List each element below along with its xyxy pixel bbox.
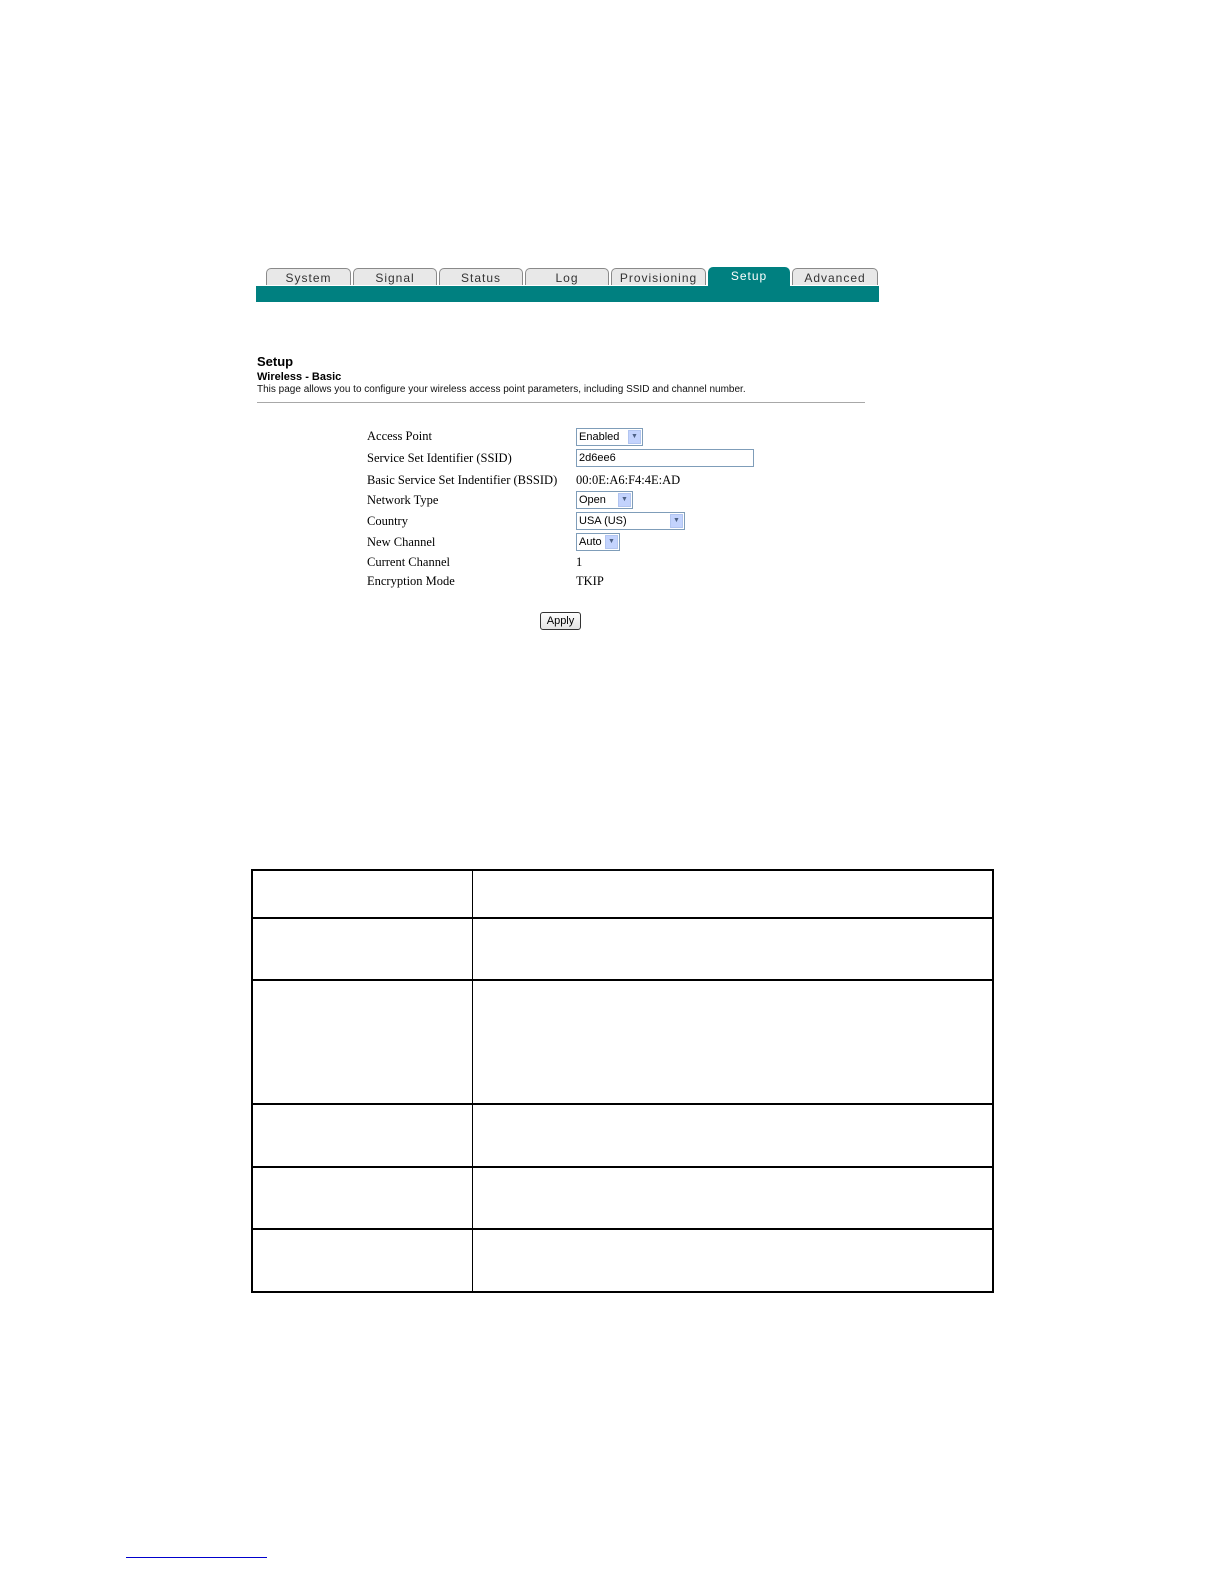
parameter-table [251, 869, 994, 1293]
tab-status[interactable]: Status [439, 268, 523, 285]
tab-advanced[interactable]: Advanced [792, 268, 878, 285]
current-channel-value: 1 [576, 555, 583, 569]
new-channel-value: Auto [579, 536, 602, 548]
chevron-down-icon[interactable]: ▼ [605, 535, 618, 549]
access-point-label: Access Point [367, 429, 432, 443]
network-type-select[interactable] [576, 491, 633, 509]
country-value: USA (US) [579, 515, 627, 527]
table-border-bottom [251, 1291, 994, 1293]
tab-bar [256, 267, 879, 303]
chevron-down-icon[interactable]: ▼ [618, 493, 631, 507]
chevron-down-icon[interactable]: ▼ [628, 430, 641, 444]
table-row-divider [251, 1228, 994, 1230]
table-row-divider [251, 917, 994, 919]
country-select[interactable] [576, 512, 685, 530]
tab-provisioning[interactable]: Provisioning [611, 268, 706, 285]
bssid-value: 00:0E:A6:F4:4E:AD [576, 473, 681, 487]
page-subtitle: Wireless - Basic [257, 371, 342, 383]
network-type-value: Open [579, 494, 606, 506]
current-channel-label: Current Channel [367, 555, 450, 569]
page-header [257, 354, 865, 403]
access-point-value: Enabled [579, 431, 620, 443]
network-type-label: Network Type [367, 493, 439, 507]
header-divider [257, 402, 865, 403]
tab-setup[interactable]: Setup [708, 267, 790, 286]
footnote-rule [126, 1557, 267, 1558]
table-row-divider [251, 1103, 994, 1105]
new-channel-label: New Channel [367, 535, 436, 549]
page-description: This page allows you to configure your wireless access point parameters, including SSID and channel number. [257, 384, 746, 395]
encryption-mode-value: TKIP [576, 574, 604, 588]
page-title: Setup [257, 354, 294, 369]
bssid-label: Basic Service Set Indentifier (BSSID) [367, 473, 558, 487]
ssid-input[interactable]: 2d6ee6 [576, 449, 754, 467]
tab-system[interactable]: System [266, 268, 351, 285]
tab-log[interactable]: Log [525, 268, 609, 285]
chevron-down-icon[interactable]: ▼ [670, 514, 683, 528]
new-channel-select[interactable] [576, 533, 620, 551]
table-row-divider [251, 1166, 994, 1168]
tab-signal[interactable]: Signal [353, 268, 437, 285]
ssid-label: Service Set Identifier (SSID) [367, 451, 512, 465]
encryption-mode-label: Encryption Mode [367, 574, 455, 588]
table-border-top [251, 869, 994, 871]
apply-button[interactable]: Apply [540, 612, 581, 630]
access-point-select[interactable] [576, 428, 643, 446]
tab-bar-underline [256, 286, 879, 302]
table-row-divider [251, 979, 994, 981]
country-label: Country [367, 514, 408, 528]
